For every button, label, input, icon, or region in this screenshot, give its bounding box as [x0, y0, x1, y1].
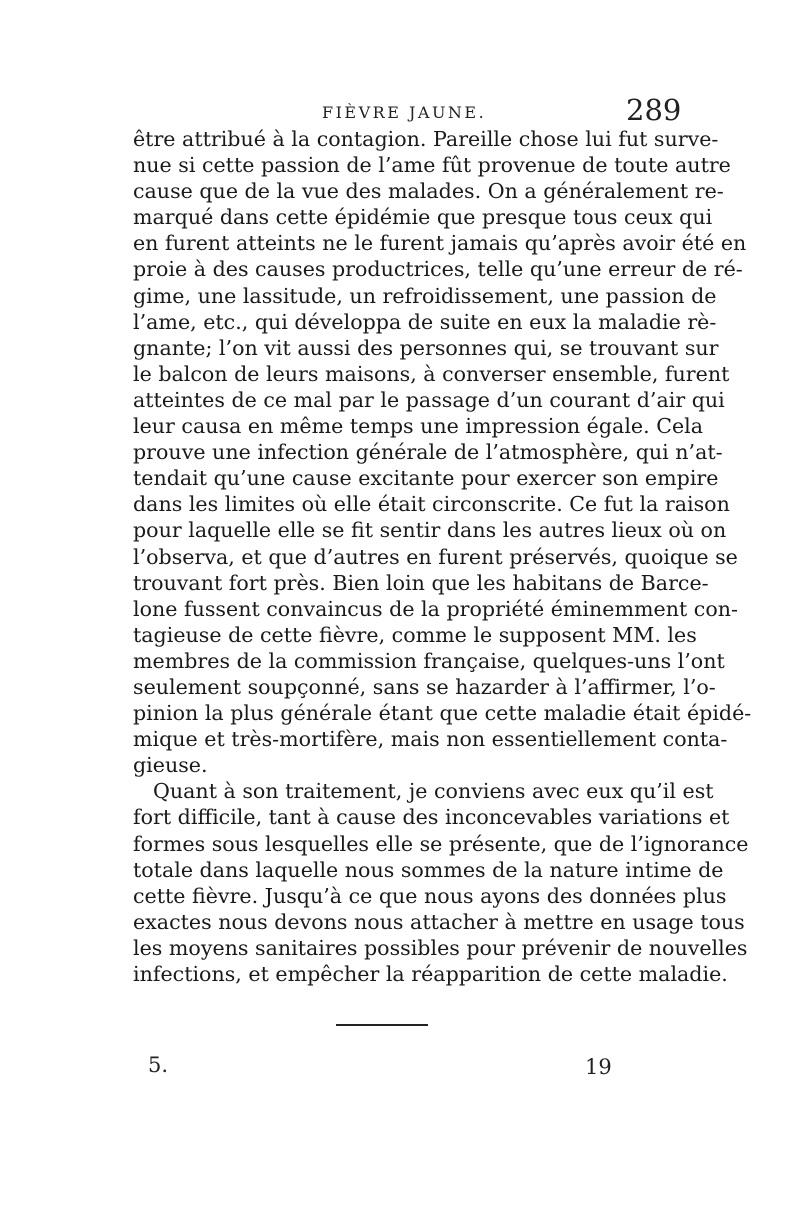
- text-line: fort difficile, tant à cause des inconcevables variations et: [133, 805, 730, 830]
- text-line: marqué dans cette épidémie que presque tous ceux qui: [133, 205, 713, 230]
- text-line: gieuse.: [133, 753, 208, 778]
- text-line: nue si cette passion de l’ame fût provenue de toute autre: [133, 153, 731, 178]
- running-title: FIÈVRE JAUNE.: [322, 103, 487, 122]
- text-line: proie à des causes productrices, telle qu’une erreur de ré-: [133, 257, 743, 282]
- text-line: en furent atteints ne le furent jamais qu’après avoir été en: [133, 231, 747, 256]
- text-line: dans les limites où elle était circonscrite. Ce fut la raison: [133, 492, 730, 517]
- text-line: seulement soupçonné, sans se hazarder à l’affirmer, l’o-: [133, 674, 716, 699]
- text-line: cette fièvre. Jusqu’à ce que nous ayons des données plus: [133, 883, 727, 908]
- text-line: trouvant fort près. Bien loin que les habitans de Barce-: [133, 570, 709, 595]
- page-number: 289: [626, 93, 682, 127]
- text-line: pinion la plus générale étant que cette maladie était épidé-: [133, 701, 752, 726]
- text-line: les moyens sanitaires possibles pour prévenir de nouvelles: [133, 935, 748, 960]
- text-line: cause que de la vue des malades. On a généralement re-: [133, 179, 724, 204]
- text-line: leur causa en même temps une impression égale. Cela: [133, 414, 703, 439]
- text-line: lone fussent convaincus de la propriété éminemment con-: [133, 596, 738, 621]
- signature-mark: 5.: [148, 1053, 169, 1077]
- text-line: Quant à son traitement, je conviens avec eux qu’il est: [153, 779, 714, 804]
- text-line: gnante; l’on vit aussi des personnes qui, se trouvant sur: [133, 335, 719, 360]
- text-line: être attribué à la contagion. Pareille chose lui fut surve-: [133, 127, 719, 151]
- text-line: totale dans laquelle nous sommes de la nature intime de: [133, 857, 724, 882]
- section-rule: [336, 1024, 428, 1026]
- text-line: membres de la commission française, quelques-uns l’ont: [133, 648, 725, 673]
- text-line: le balcon de leurs maisons, à converser ensemble, furent: [133, 361, 730, 386]
- text-line: tagieuse de cette fièvre, comme le supposent MM. les: [133, 622, 697, 647]
- text-line: exactes nous devons nous attacher à mettre en usage tous: [133, 909, 745, 934]
- text-line: infections, et empêcher la réapparition de cette maladie.: [133, 962, 728, 986]
- text-line: l’ame, etc., qui développa de suite en eux la maladie rè-: [133, 309, 717, 334]
- text-line: formes sous lesquelles elle se présente, que de l’ignorance: [133, 831, 749, 856]
- text-line: tendait qu’une cause excitante pour exercer son empire: [133, 466, 719, 491]
- text-line: prouve une infection générale de l’atmosphère, qui n’at-: [133, 440, 723, 465]
- folio-mark: 19: [585, 1055, 612, 1079]
- body-text: [133, 126, 752, 987]
- text-line: mique et très-mortifère, mais non essentiellement conta-: [133, 727, 728, 752]
- text-line: gime, une lassitude, un refroidissement, une passion de: [133, 283, 717, 308]
- text-line: atteintes de ce mal par le passage d’un courant d’air qui: [133, 387, 725, 412]
- text-line: pour laquelle elle se fit sentir dans les autres lieux où on: [133, 518, 727, 543]
- text-line: l’observa, et que d’autres en furent préservés, quoique se: [133, 544, 738, 569]
